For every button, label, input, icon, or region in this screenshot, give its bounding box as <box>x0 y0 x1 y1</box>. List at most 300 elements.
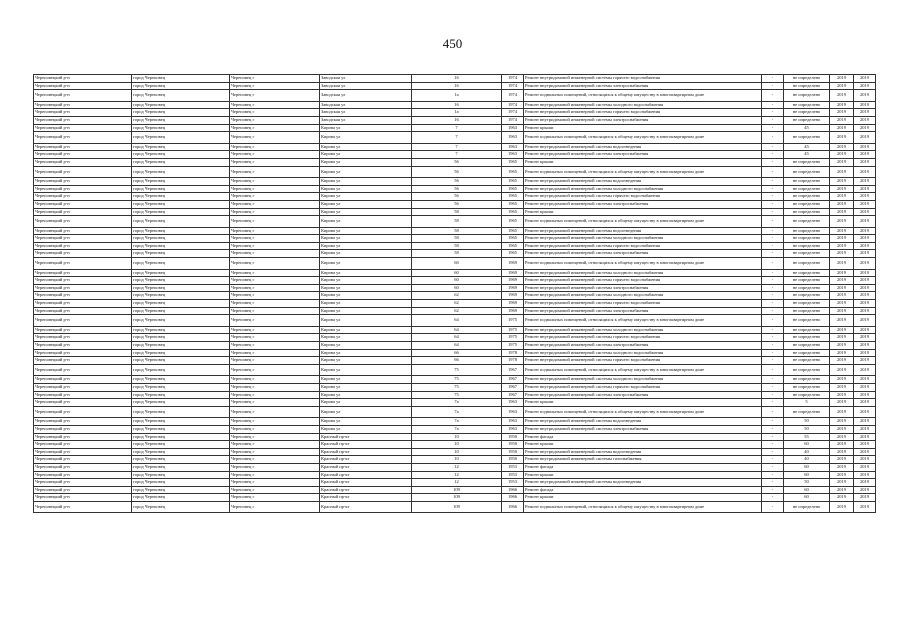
work-type-cell: Ремонт крыши <box>524 441 762 449</box>
cost-cell: - <box>762 292 784 300</box>
district-cell: Череповецкий р-н <box>34 399 132 407</box>
city-cell: Череповец г <box>230 200 320 208</box>
work-type-cell: Ремонт крыши <box>524 158 762 166</box>
amount-cell: не определено <box>784 383 830 391</box>
settlement-cell: город Череповец <box>132 132 230 144</box>
end-year-cell: 2019 <box>854 269 876 277</box>
year-cell: 1963 <box>502 143 524 151</box>
table-row <box>34 307 876 315</box>
end-year-cell: 2019 <box>854 456 876 464</box>
settlement-cell: город Череповец <box>132 471 230 479</box>
table-row <box>34 399 876 407</box>
start-year-cell: 2019 <box>830 342 854 350</box>
year-cell: 1950 <box>502 433 524 441</box>
cost-cell: - <box>762 143 784 151</box>
house-cell: 62 <box>412 300 502 308</box>
work-type-cell: Ремонт внутридомовой инженерной системы электроснабжения <box>524 284 762 292</box>
district-cell: Череповецкий р-н <box>34 116 132 124</box>
table-row <box>34 109 876 117</box>
amount-cell: не определено <box>784 376 830 384</box>
year-cell: 1969 <box>502 292 524 300</box>
house-cell: 58 <box>412 227 502 235</box>
district-cell: Череповецкий р-н <box>34 342 132 350</box>
cost-cell: - <box>762 486 784 494</box>
settlement-cell: город Череповец <box>132 441 230 449</box>
settlement-cell: город Череповец <box>132 494 230 502</box>
street-cell: Заводская ул <box>320 75 412 83</box>
cost-cell: - <box>762 357 784 365</box>
cost-cell: - <box>762 342 784 350</box>
end-year-cell: 2019 <box>854 383 876 391</box>
street-cell: Кирова ул <box>320 258 412 270</box>
table-row <box>34 227 876 235</box>
amount-cell: 45 <box>784 143 830 151</box>
start-year-cell: 2019 <box>830 456 854 464</box>
year-cell: 1967 <box>502 383 524 391</box>
city-cell: Череповец г <box>230 124 320 132</box>
settlement-cell: город Череповец <box>132 391 230 399</box>
work-type-cell: Ремонт внутридомовой инженерной системы электроснабжения <box>524 82 762 90</box>
street-cell: Кирова ул <box>320 292 412 300</box>
settlement-cell: город Череповец <box>132 227 230 235</box>
start-year-cell: 2019 <box>830 200 854 208</box>
table-row <box>34 383 876 391</box>
year-cell: 1963 <box>502 151 524 159</box>
district-cell: Череповецкий р-н <box>34 208 132 216</box>
year-cell: 1963 <box>502 124 524 132</box>
district-cell: Череповецкий р-н <box>34 109 132 117</box>
table-row <box>34 200 876 208</box>
district-cell: Череповецкий р-н <box>34 75 132 83</box>
city-cell: Череповец г <box>230 242 320 250</box>
amount-cell: 60 <box>784 441 830 449</box>
settlement-cell: город Череповец <box>132 258 230 270</box>
start-year-cell: 2019 <box>830 185 854 193</box>
start-year-cell: 2019 <box>830 250 854 258</box>
city-cell: Череповец г <box>230 109 320 117</box>
work-type-cell: Ремонт внутридомовой инженерной системы водоотведения <box>524 418 762 426</box>
amount-cell: не определено <box>784 193 830 201</box>
city-cell: Череповец г <box>230 178 320 186</box>
cost-cell: - <box>762 300 784 308</box>
city-cell: Череповец г <box>230 151 320 159</box>
settlement-cell: город Череповец <box>132 433 230 441</box>
work-type-cell: Ремонт внутридомовой инженерной системы газоснабжения <box>524 456 762 464</box>
work-type-cell: Ремонт внутридомовой инженерной системы электроснабжения <box>524 250 762 258</box>
house-cell: 75 <box>412 391 502 399</box>
year-cell: 1966 <box>502 486 524 494</box>
table-row <box>34 166 876 178</box>
table-row <box>34 101 876 109</box>
table-row <box>34 494 876 502</box>
work-type-cell: Ремонт внутридомовой инженерной системы электроснабжения <box>524 425 762 433</box>
cost-cell: - <box>762 406 784 418</box>
city-cell: Череповец г <box>230 463 320 471</box>
cost-cell: - <box>762 250 784 258</box>
house-cell: 75 <box>412 383 502 391</box>
city-cell: Череповец г <box>230 90 320 102</box>
start-year-cell: 2019 <box>830 269 854 277</box>
work-type-cell: Ремонт внутридомовой инженерной системы горячего водоснабжения <box>524 334 762 342</box>
work-type-cell: Ремонт подвальных помещений, относящихся к общему имуществу в многоквартирном доме <box>524 216 762 228</box>
house-cell: 58 <box>412 235 502 243</box>
start-year-cell: 2019 <box>830 406 854 418</box>
street-cell: Красный пр-кт <box>320 448 412 456</box>
street-cell: Кирова ул <box>320 158 412 166</box>
year-cell: 1978 <box>502 349 524 357</box>
amount-cell: не определено <box>784 406 830 418</box>
amount-cell: не определено <box>784 315 830 327</box>
year-cell: 1965 <box>502 242 524 250</box>
work-type-cell: Ремонт фасада <box>524 433 762 441</box>
cost-cell: - <box>762 471 784 479</box>
table-row <box>34 479 876 487</box>
table-row <box>34 258 876 270</box>
table-row <box>34 433 876 441</box>
start-year-cell: 2019 <box>830 109 854 117</box>
year-cell: 1963 <box>502 425 524 433</box>
work-type-cell: Ремонт подвальных помещений, относящихся к общему имуществу в многоквартирном доме <box>524 315 762 327</box>
house-cell: 56 <box>412 166 502 178</box>
work-type-cell: Ремонт внутридомовой инженерной системы электроснабжения <box>524 307 762 315</box>
street-cell: Красный пр-кт <box>320 441 412 449</box>
settlement-cell: город Череповец <box>132 216 230 228</box>
amount-cell: не определено <box>784 90 830 102</box>
district-cell: Череповецкий р-н <box>34 193 132 201</box>
table-row <box>34 277 876 285</box>
year-cell: 1969 <box>502 284 524 292</box>
settlement-cell: город Череповец <box>132 342 230 350</box>
year-cell: 1974 <box>502 82 524 90</box>
settlement-cell: город Череповец <box>132 185 230 193</box>
amount-cell: не определено <box>784 269 830 277</box>
street-cell: Заводская ул <box>320 101 412 109</box>
settlement-cell: город Череповец <box>132 326 230 334</box>
district-cell: Череповецкий р-н <box>34 185 132 193</box>
settlement-cell: город Череповец <box>132 399 230 407</box>
cost-cell: - <box>762 82 784 90</box>
start-year-cell: 2019 <box>830 425 854 433</box>
amount-cell: не определено <box>784 185 830 193</box>
house-cell: 7а <box>412 406 502 418</box>
amount-cell: 45 <box>784 151 830 159</box>
end-year-cell: 2019 <box>854 284 876 292</box>
cost-cell: - <box>762 269 784 277</box>
settlement-cell: город Череповец <box>132 300 230 308</box>
house-cell: 109 <box>412 486 502 494</box>
end-year-cell: 2019 <box>854 501 876 513</box>
settlement-cell: город Череповец <box>132 178 230 186</box>
work-type-cell: Ремонт крыши <box>524 208 762 216</box>
table-row <box>34 82 876 90</box>
district-cell: Череповецкий р-н <box>34 315 132 327</box>
district-cell: Череповецкий р-н <box>34 501 132 513</box>
cost-cell: - <box>762 494 784 502</box>
street-cell: Кирова ул <box>320 342 412 350</box>
street-cell: Красный пр-кт <box>320 494 412 502</box>
year-cell: 1975 <box>502 315 524 327</box>
amount-cell: не определено <box>784 258 830 270</box>
city-cell: Череповец г <box>230 441 320 449</box>
city-cell: Череповец г <box>230 258 320 270</box>
street-cell: Кирова ул <box>320 399 412 407</box>
district-cell: Череповецкий р-н <box>34 124 132 132</box>
table-row <box>34 315 876 327</box>
district-cell: Череповецкий р-н <box>34 448 132 456</box>
work-type-cell: Ремонт подвальных помещений, относящихся к общему имуществу в многоквартирном доме <box>524 406 762 418</box>
work-type-cell: Ремонт внутридомовой инженерной системы горячего водоснабжения <box>524 242 762 250</box>
cost-cell: - <box>762 463 784 471</box>
amount-cell: 40 <box>784 448 830 456</box>
street-cell: Красный пр-кт <box>320 479 412 487</box>
work-type-cell: Ремонт подвальных помещений, относящихся к общему имуществу в многоквартирном доме <box>524 258 762 270</box>
table-row <box>34 292 876 300</box>
start-year-cell: 2019 <box>830 486 854 494</box>
cost-cell: - <box>762 158 784 166</box>
house-cell: 12 <box>412 479 502 487</box>
district-cell: Череповецкий р-н <box>34 277 132 285</box>
cost-cell: - <box>762 178 784 186</box>
work-type-cell: Ремонт внутридомовой инженерной системы водоотведения <box>524 227 762 235</box>
street-cell: Кирова ул <box>320 269 412 277</box>
end-year-cell: 2019 <box>854 433 876 441</box>
amount-cell: не определено <box>784 300 830 308</box>
city-cell: Череповец г <box>230 250 320 258</box>
house-cell: 1а <box>412 109 502 117</box>
city-cell: Череповец г <box>230 277 320 285</box>
city-cell: Череповец г <box>230 185 320 193</box>
amount-cell: 50 <box>784 425 830 433</box>
end-year-cell: 2019 <box>854 258 876 270</box>
table-row <box>34 501 876 513</box>
work-type-cell: Ремонт подвальных помещений, относящихся к общему имуществу в многоквартирном доме <box>524 132 762 144</box>
settlement-cell: город Череповец <box>132 109 230 117</box>
year-cell: 1969 <box>502 258 524 270</box>
amount-cell: не определено <box>784 166 830 178</box>
street-cell: Кирова ул <box>320 185 412 193</box>
year-cell: 1965 <box>502 208 524 216</box>
start-year-cell: 2019 <box>830 277 854 285</box>
street-cell: Красный пр-кт <box>320 433 412 441</box>
amount-cell: не определено <box>784 178 830 186</box>
street-cell: Кирова ул <box>320 383 412 391</box>
house-cell: 7 <box>412 124 502 132</box>
start-year-cell: 2019 <box>830 494 854 502</box>
start-year-cell: 2019 <box>830 124 854 132</box>
settlement-cell: город Череповец <box>132 406 230 418</box>
amount-cell: 60 <box>784 463 830 471</box>
start-year-cell: 2019 <box>830 448 854 456</box>
settlement-cell: город Череповец <box>132 284 230 292</box>
house-cell: 16 <box>412 116 502 124</box>
house-cell: 60 <box>412 269 502 277</box>
district-cell: Череповецкий р-н <box>34 463 132 471</box>
end-year-cell: 2019 <box>854 158 876 166</box>
cost-cell: - <box>762 479 784 487</box>
table-row <box>34 406 876 418</box>
amount-cell: не определено <box>784 277 830 285</box>
cost-cell: - <box>762 399 784 407</box>
amount-cell: не определено <box>784 75 830 83</box>
house-cell: 64 <box>412 334 502 342</box>
street-cell: Кирова ул <box>320 250 412 258</box>
house-cell: 10 <box>412 441 502 449</box>
work-type-cell: Ремонт внутридомовой инженерной системы электроснабжения <box>524 391 762 399</box>
city-cell: Череповец г <box>230 326 320 334</box>
house-cell: 64 <box>412 326 502 334</box>
house-cell: 62 <box>412 307 502 315</box>
settlement-cell: город Череповец <box>132 418 230 426</box>
year-cell: 1965 <box>502 178 524 186</box>
year-cell: 1967 <box>502 376 524 384</box>
start-year-cell: 2019 <box>830 349 854 357</box>
year-cell: 1974 <box>502 90 524 102</box>
amount-cell: не определено <box>784 82 830 90</box>
cost-cell: - <box>762 456 784 464</box>
end-year-cell: 2019 <box>854 277 876 285</box>
year-cell: 1965 <box>502 166 524 178</box>
table-body <box>34 75 876 513</box>
year-cell: 1966 <box>502 494 524 502</box>
street-cell: Кирова ул <box>320 326 412 334</box>
year-cell: 1967 <box>502 364 524 376</box>
district-cell: Череповецкий р-н <box>34 406 132 418</box>
year-cell: 1966 <box>502 501 524 513</box>
year-cell: 1963 <box>502 406 524 418</box>
district-cell: Череповецкий р-н <box>34 364 132 376</box>
city-cell: Череповец г <box>230 216 320 228</box>
start-year-cell: 2019 <box>830 418 854 426</box>
amount-cell: не определено <box>784 116 830 124</box>
table-row <box>34 300 876 308</box>
city-cell: Череповец г <box>230 143 320 151</box>
start-year-cell: 2019 <box>830 227 854 235</box>
district-cell: Череповецкий р-н <box>34 441 132 449</box>
end-year-cell: 2019 <box>854 185 876 193</box>
amount-cell: 5 <box>784 399 830 407</box>
city-cell: Череповец г <box>230 101 320 109</box>
district-cell: Череповецкий р-н <box>34 418 132 426</box>
city-cell: Череповец г <box>230 300 320 308</box>
cost-cell: - <box>762 425 784 433</box>
cost-cell: - <box>762 90 784 102</box>
start-year-cell: 2019 <box>830 300 854 308</box>
settlement-cell: город Череповец <box>132 292 230 300</box>
district-cell: Череповецкий р-н <box>34 258 132 270</box>
house-cell: 109 <box>412 494 502 502</box>
table-row <box>34 269 876 277</box>
city-cell: Череповец г <box>230 307 320 315</box>
end-year-cell: 2019 <box>854 90 876 102</box>
start-year-cell: 2019 <box>830 315 854 327</box>
table-row <box>34 178 876 186</box>
street-cell: Кирова ул <box>320 406 412 418</box>
cost-cell: - <box>762 376 784 384</box>
settlement-cell: город Череповец <box>132 479 230 487</box>
table-row <box>34 376 876 384</box>
amount-cell: 60 <box>784 486 830 494</box>
city-cell: Череповец г <box>230 269 320 277</box>
house-cell: 10 <box>412 433 502 441</box>
end-year-cell: 2019 <box>854 300 876 308</box>
end-year-cell: 2019 <box>854 463 876 471</box>
page-number: 450 <box>442 36 463 51</box>
cost-cell: - <box>762 166 784 178</box>
city-cell: Череповец г <box>230 235 320 243</box>
house-cell: 60 <box>412 258 502 270</box>
end-year-cell: 2019 <box>854 425 876 433</box>
street-cell: Красный пр-кт <box>320 463 412 471</box>
city-cell: Череповец г <box>230 116 320 124</box>
start-year-cell: 2019 <box>830 307 854 315</box>
district-cell: Череповецкий р-н <box>34 132 132 144</box>
year-cell: 1963 <box>502 132 524 144</box>
year-cell: 1969 <box>502 300 524 308</box>
street-cell: Кирова ул <box>320 124 412 132</box>
street-cell: Кирова ул <box>320 284 412 292</box>
house-cell: 12 <box>412 471 502 479</box>
work-type-cell: Ремонт внутридомовой инженерной системы горячего водоснабжения <box>524 277 762 285</box>
cost-cell: - <box>762 501 784 513</box>
work-type-cell: Ремонт крыши <box>524 471 762 479</box>
city-cell: Череповец г <box>230 158 320 166</box>
year-cell: 1974 <box>502 109 524 117</box>
table-row <box>34 208 876 216</box>
cost-cell: - <box>762 208 784 216</box>
cost-cell: - <box>762 441 784 449</box>
district-cell: Череповецкий р-н <box>34 486 132 494</box>
settlement-cell: город Череповец <box>132 307 230 315</box>
house-cell: 66 <box>412 357 502 365</box>
end-year-cell: 2019 <box>854 82 876 90</box>
city-cell: Череповец г <box>230 406 320 418</box>
street-cell: Кирова ул <box>320 307 412 315</box>
street-cell: Кирова ул <box>320 216 412 228</box>
amount-cell: не определено <box>784 250 830 258</box>
settlement-cell: город Череповец <box>132 208 230 216</box>
cost-cell: - <box>762 349 784 357</box>
district-cell: Череповецкий р-н <box>34 391 132 399</box>
street-cell: Красный пр-кт <box>320 486 412 494</box>
work-type-cell: Ремонт внутридомовой инженерной системы горячего водоснабжения <box>524 300 762 308</box>
start-year-cell: 2019 <box>830 284 854 292</box>
district-cell: Череповецкий р-н <box>34 334 132 342</box>
cost-cell: - <box>762 200 784 208</box>
table-row <box>34 463 876 471</box>
year-cell: 1965 <box>502 216 524 228</box>
end-year-cell: 2019 <box>854 166 876 178</box>
amount-cell: не определено <box>784 158 830 166</box>
year-cell: 1953 <box>502 463 524 471</box>
cost-cell: - <box>762 448 784 456</box>
cost-cell: - <box>762 284 784 292</box>
end-year-cell: 2019 <box>854 75 876 83</box>
work-type-cell: Ремонт внутридомовой инженерной системы холодного водоснабжения <box>524 101 762 109</box>
street-cell: Кирова ул <box>320 418 412 426</box>
end-year-cell: 2019 <box>854 349 876 357</box>
work-type-cell: Ремонт внутридомовой инженерной системы горячего водоснабжения <box>524 357 762 365</box>
settlement-cell: город Череповец <box>132 143 230 151</box>
street-cell: Красный пр-кт <box>320 501 412 513</box>
city-cell: Череповец г <box>230 376 320 384</box>
start-year-cell: 2019 <box>830 334 854 342</box>
street-cell: Заводская ул <box>320 109 412 117</box>
house-cell: 10 <box>412 448 502 456</box>
district-cell: Череповецкий р-н <box>34 90 132 102</box>
settlement-cell: город Череповец <box>132 116 230 124</box>
cost-cell: - <box>762 391 784 399</box>
table-row <box>34 185 876 193</box>
